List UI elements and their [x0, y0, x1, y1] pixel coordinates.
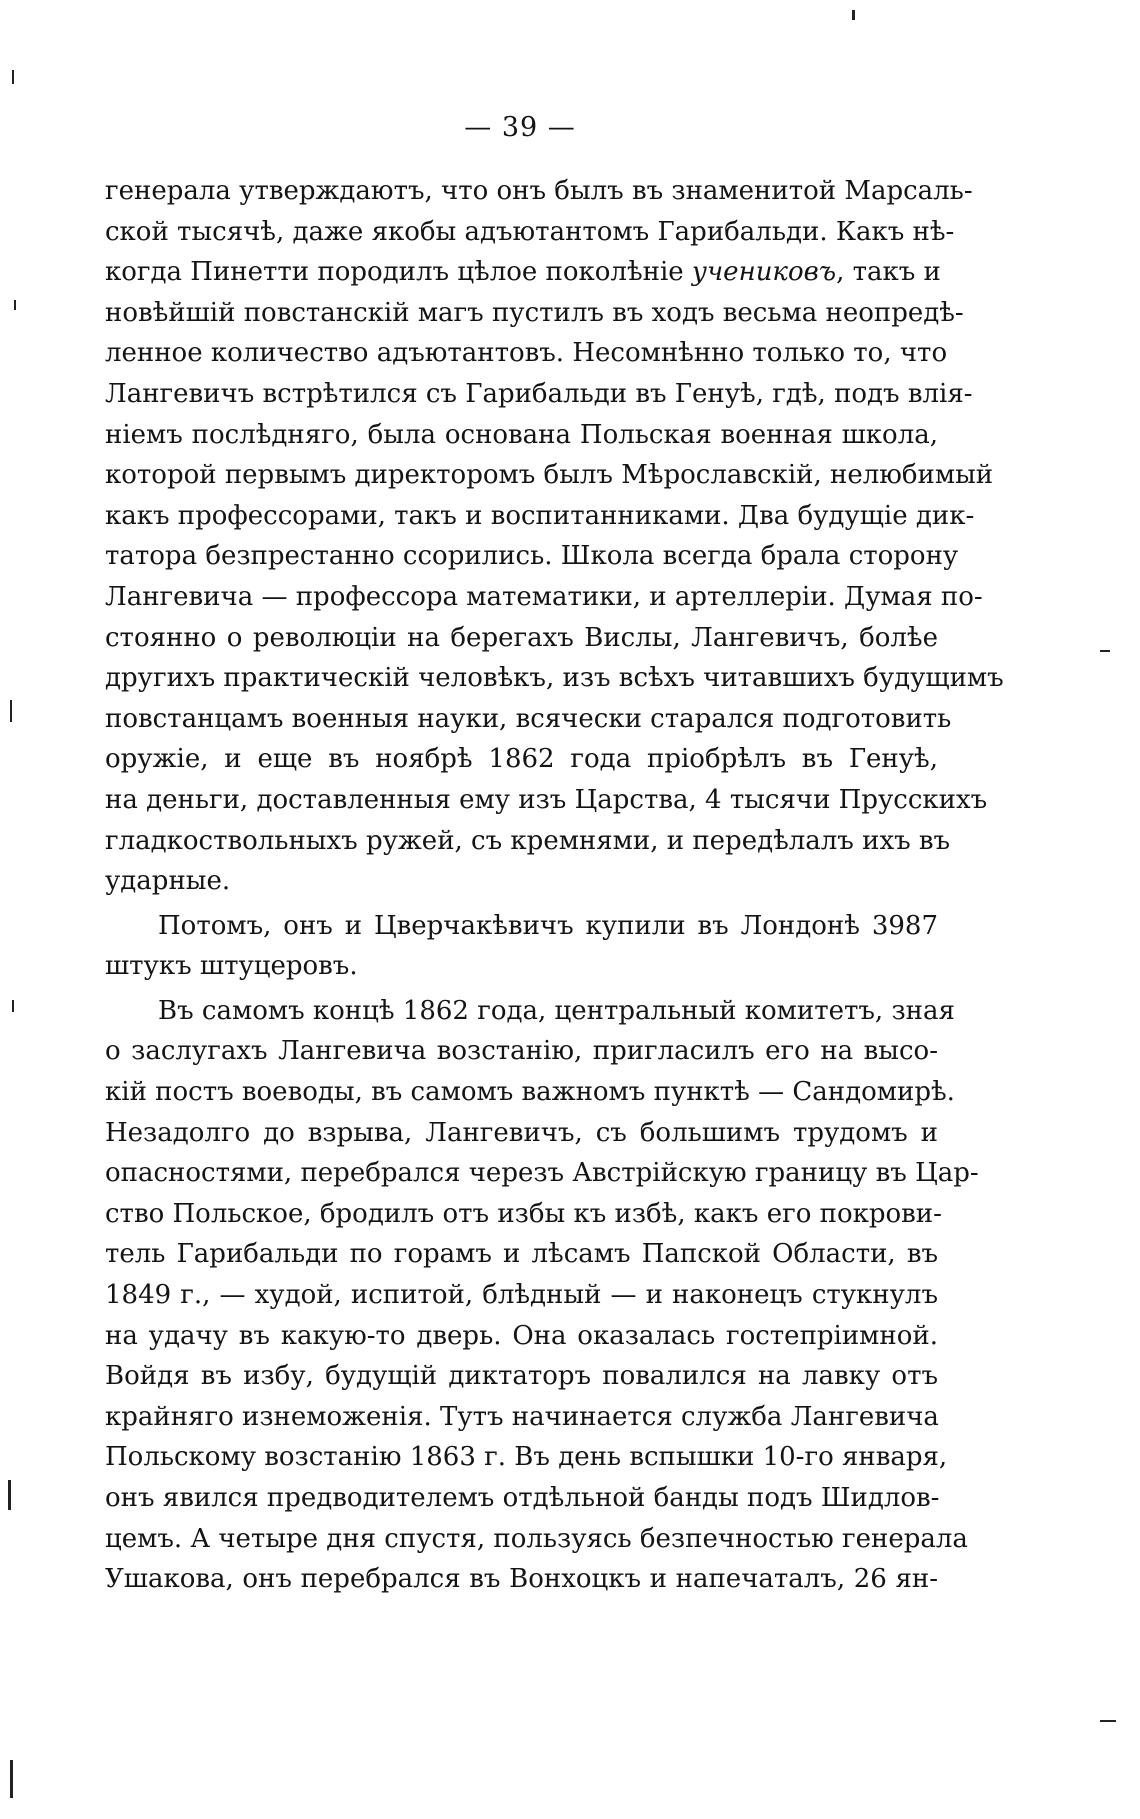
text-line: кій постъ воеводы, въ самомъ важномъ пунктѣ — Сандомирѣ. — [105, 1077, 955, 1108]
text-line: оружіе, и еще въ ноябрѣ 1862 года пріобрѣлъ въ Генуѣ, — [105, 744, 938, 775]
text-line: Ушакова, онъ перебрался въ Вонхоцкъ и напечаталъ, 26 ян- — [105, 1564, 938, 1595]
text-line: какъ профессорами, такъ и воспитанниками. Два будущіе дик- — [105, 500, 975, 531]
text-line: Польскому возстанію 1863 г. Въ день вспышки 10-го января, — [105, 1442, 948, 1473]
text-line — [105, 252, 941, 293]
italic-word: учениковъ — [691, 257, 837, 288]
text-line: ніемъ послѣдняго, была основана Польская военная школа, — [105, 419, 938, 450]
text-segment: , такъ и — [836, 257, 941, 288]
body-text — [105, 171, 1004, 1600]
scan-mark — [8, 1480, 11, 1510]
text-line: другихъ практическій человѣкъ, изъ всѣхъ читавшихъ будущимъ — [105, 663, 1004, 694]
text-line: ленное количество адъютантовъ. Несомнѣнно только то, что — [105, 338, 948, 369]
text-line: Незадолго до взрыва, Лангевичъ, съ большимъ трудомъ и — [105, 1117, 938, 1148]
paragraph-1 — [105, 171, 1004, 902]
scan-mark — [1100, 650, 1110, 652]
scan-mark — [1100, 1720, 1116, 1722]
text-line: Лангевичъ встрѣтился съ Гарибальди въ Генуѣ, гдѣ, подъ влія- — [105, 378, 973, 409]
text-line: Лангевича — профессора математики, и артеллеріи. Думая по- — [105, 581, 983, 612]
text-line: Потомъ, онъ и Цверчакѣвичъ купили въ Лондонѣ 3987 — [158, 910, 938, 941]
text-line: стоянно о революціи на берегахъ Вислы, Лангевичъ, болѣе — [105, 622, 938, 653]
text-line: Въ самомъ концѣ 1862 года, центральный комитетъ, зная — [158, 995, 955, 1026]
scan-mark — [14, 300, 16, 310]
text-line: онъ явился предводителемъ отдѣльной банды подъ Шидлов- — [105, 1483, 940, 1513]
scan-mark — [852, 10, 855, 20]
text-line: о заслугахъ Лангевича возстанію, пригласилъ его на высо- — [105, 1036, 938, 1067]
paragraph-3 — [105, 991, 979, 1600]
text-line: Войдя въ избу, будущій диктаторъ повалился на лавку отъ — [105, 1361, 938, 1392]
text-line: новѣйшій повстанскій магъ пустилъ въ ходъ весьма неопредѣ- — [105, 297, 964, 328]
text-line: 1849 г., — худой, испитой, блѣдный — и наконецъ стукнулъ — [105, 1280, 938, 1311]
page-number: — 39 — — [464, 112, 576, 143]
text-line: на удачу въ какую-то дверь. Она оказалась гостепріимной. — [105, 1320, 938, 1351]
scan-mark — [10, 1760, 13, 1798]
text-line: на деньги, доставленныя ему изъ Царства, 4 тысячи Прусскихъ — [105, 784, 988, 815]
text-line: татора безпрестанно ссорились. Школа всегда брала сторону — [105, 541, 959, 572]
scan-mark — [12, 70, 14, 84]
text-line: ство Польское, бродилъ отъ избы къ избѣ, какъ его покрови- — [105, 1198, 942, 1229]
text-line: цемъ. А четыре дня спустя, пользуясь безпечностью генерала — [105, 1523, 968, 1554]
text-line: тель Гарибальди по горамъ и лѣсамъ Папской Области, въ — [105, 1239, 938, 1270]
text-line: повстанцамъ военныя науки, всячески старался подготовить — [105, 703, 952, 734]
text-line: опасностями, перебрался черезъ Австрійскую границу въ Цар- — [105, 1158, 979, 1189]
text-line: гладкоствольныхъ ружей, съ кремнями, и передѣлалъ ихъ въ — [105, 825, 951, 856]
scan-mark — [12, 1000, 14, 1012]
text-line: крайняго изнеможенія. Тутъ начинается служба Лангевича — [105, 1401, 939, 1432]
paragraph-2 — [105, 906, 938, 987]
text-line: генерала утверждаютъ, что онъ былъ въ знаменитой Марсаль- — [105, 176, 973, 206]
text-line: ударные. — [105, 866, 231, 897]
text-segment: когда Пинетти породилъ цѣлое поколѣніе — [105, 257, 684, 288]
text-line: штукъ штуцеровъ. — [105, 951, 358, 982]
text-line: которой первымъ директоромъ былъ Мѣрославскій, нелюбимый — [105, 460, 994, 491]
text-line: ской тысячѣ, даже якобы адъютантомъ Гарибальди. Какъ нѣ- — [105, 216, 955, 247]
scan-mark — [10, 700, 12, 722]
